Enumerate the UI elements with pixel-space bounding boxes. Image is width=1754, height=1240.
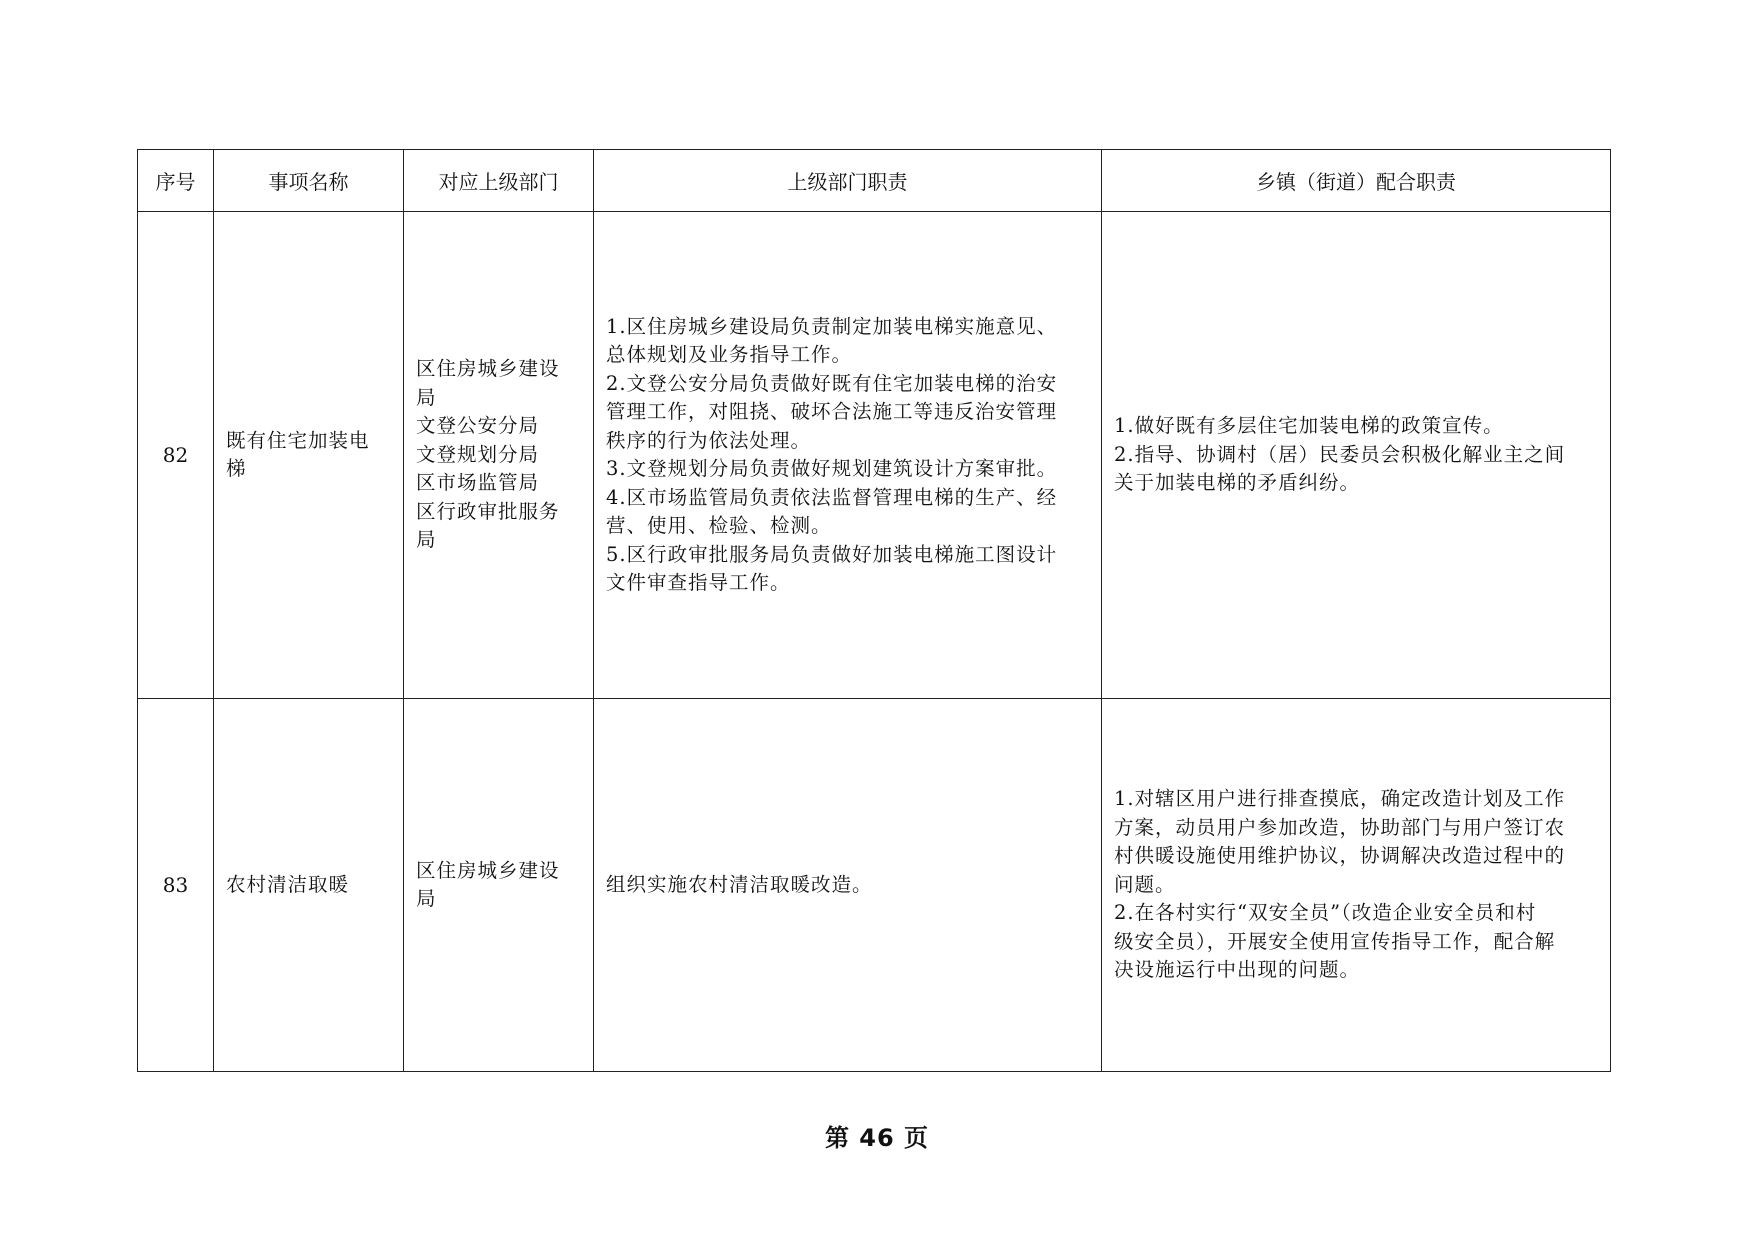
table-header-row (138, 150, 1611, 212)
header-superior-duties: 上级部门职责 (594, 150, 1102, 212)
duties-table (137, 149, 1611, 1072)
table-row (138, 212, 1611, 699)
item-name-cell (214, 699, 404, 1072)
item-name-line: 梯 (226, 457, 247, 480)
duty-line: 1.对辖区用户进行排查摸底，确定改造计划及工作 (1114, 787, 1566, 811)
duty-line: 村供暖设施使用维护协议，协调解决改造过程中的 (1114, 844, 1566, 868)
header-superior-department: 对应上级部门 (404, 150, 594, 212)
department-line: 局 (416, 887, 437, 910)
duty-line: 2.指导、协调村（居）民委员会积极化解业主之间 (1114, 442, 1566, 466)
header-township-duties: 乡镇（街道）配合职责 (1102, 150, 1611, 212)
duty-line: 问题。 (1114, 872, 1176, 896)
superior-duties-cell (594, 699, 1102, 1072)
item-name-line: 既有住宅加装电 (226, 428, 370, 452)
departments-cell (404, 212, 594, 699)
township-duties-cell (1102, 699, 1611, 1072)
duty-line: 决设施运行中出现的问题。 (1114, 958, 1361, 982)
duty-line: 级安全员），开展安全使用宣传指导工作，配合解 (1114, 929, 1556, 953)
row-number: 83 (138, 699, 214, 1072)
township-duties-cell (1102, 212, 1611, 699)
duty-line: 秩序的行为依法处理。 (606, 428, 812, 452)
duty-line: 管理工作，对阻挠、破坏合法施工等违反治安管理 (606, 400, 1058, 423)
duty-line: 关于加装电梯的矛盾纠纷。 (1114, 471, 1361, 495)
department-line: 区市场监管局 (416, 471, 540, 495)
duty-line: 1.做好既有多层住宅加装电梯的政策宣传。 (1114, 414, 1504, 438)
duty-line: 2.在各村实行“双安全员”（改造企业安全员和村 (1114, 901, 1537, 925)
duty-line: 3.文登规划分局负责做好规划建筑设计方案审批。 (606, 457, 1058, 480)
duty-line: 2.文登公安分局负责做好既有住宅加装电梯的治安 (606, 371, 1058, 395)
department-line: 局 (416, 528, 437, 552)
departments-cell (404, 699, 594, 1072)
department-line: 局 (416, 385, 437, 409)
duty-line: 方案，动员用户参加改造，协助部门与用户签订农 (1114, 815, 1566, 839)
duty-line: 1.区住房城乡建设局负责制定加装电梯实施意见、 (606, 314, 1058, 338)
department-line: 文登规划分局 (416, 442, 540, 466)
duty-line: 4.区市场监管局负责依法监督管理电梯的生产、经 (606, 485, 1058, 509)
item-name-cell (214, 212, 404, 699)
department-line: 区住房城乡建设 (416, 858, 560, 882)
duty-line: 营、使用、检验、检测。 (606, 514, 832, 537)
superior-duties-cell (594, 212, 1102, 699)
duty-line: 文件审查指导工作。 (606, 571, 791, 594)
duty-line: 5.区行政审批服务局负责做好加装电梯施工图设计 (606, 542, 1058, 566)
department-line: 区住房城乡建设 (416, 357, 560, 381)
department-line: 文登公安分局 (416, 414, 540, 438)
department-line: 区行政审批服务 (416, 499, 560, 523)
item-name-line: 农村清洁取暖 (226, 872, 350, 896)
page-number: 第 46 页 (824, 1124, 930, 1152)
row-number: 82 (138, 212, 214, 699)
duty-line: 总体规划及业务指导工作。 (606, 343, 853, 366)
table-row (138, 699, 1611, 1072)
header-number: 序号 (138, 150, 214, 212)
duty-line: 组织实施农村清洁取暖改造。 (606, 872, 873, 896)
header-item-name: 事项名称 (214, 150, 404, 212)
